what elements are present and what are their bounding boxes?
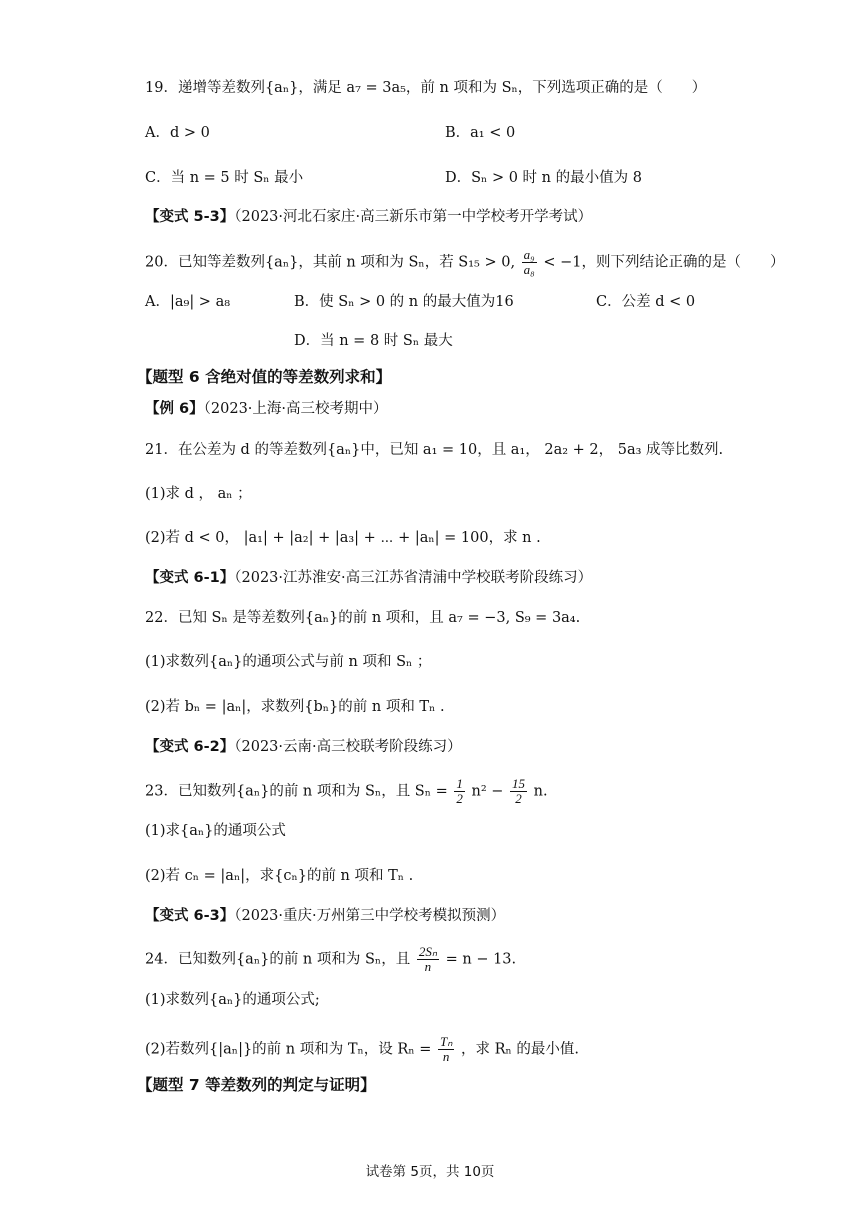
q20-stem-part-b: < −1，则下列结论正确的是（ ）: [543, 254, 785, 271]
variant-5-3-header: [145, 207, 592, 227]
page-footer: 试卷第 5页，共 10页: [365, 1164, 495, 1180]
q21-stem: 21．在公差为 d 的等差数列{aₙ}中，已知 a₁ = 10，且 a₁， 2a₂ + 2， 5a₃ 成等比数列.: [145, 442, 724, 458]
q24-part2-b: ，求 Rₙ 的最小值.: [461, 1041, 580, 1058]
q24-part2: [145, 1035, 579, 1064]
q21-part1: (1)求 d ， aₙ ；: [145, 486, 252, 502]
variant-source: （2023·重庆·万州第三中学校考模拟预测）: [234, 908, 506, 924]
q20-fraction: [522, 248, 537, 277]
q20-stem: [145, 248, 784, 277]
fraction-numerator: 1: [456, 776, 463, 791]
fraction-numerator: a₉: [523, 247, 535, 262]
q19-option-b: B．a₁ < 0: [445, 125, 516, 141]
q23-stem-part-a: 23．已知数列{aₙ}的前 n 项和为 Sₙ，且 Sₙ =: [145, 783, 448, 800]
example-tag: 【例 6】: [145, 401, 204, 417]
section-heading-type7: 【题型 7 等差数列的判定与证明】: [137, 1076, 376, 1094]
fraction-numerator: Tₙ: [439, 1034, 453, 1049]
q24-part1: (1)求数列{aₙ}的通项公式;: [145, 992, 320, 1008]
fraction-numerator: 2Sₙ: [418, 944, 437, 959]
q22-part2: (2)若 bₙ = |aₙ|，求数列{bₙ}的前 n 项和 Tₙ .: [145, 699, 445, 715]
fraction-denominator: 2: [515, 791, 522, 806]
example-6-header: [145, 399, 388, 419]
q20-stem-part-a: 20．已知等差数列{aₙ}，其前 n 项和为 Sₙ，若 S₁₅ > 0,: [145, 254, 516, 271]
q23-fraction-2: [510, 777, 527, 806]
fraction-numerator: 15: [512, 776, 526, 791]
variant-6-3-header: [145, 906, 505, 926]
variant-tag: 【变式 6-3】: [145, 908, 235, 924]
fraction-denominator: n: [424, 959, 432, 974]
q21-part2: (2)若 d < 0， |a₁| + |a₂| + |a₃| + ⋯ + |aₙ| = 100，求 n .: [145, 530, 541, 546]
fraction-denominator: 2: [456, 791, 463, 806]
q20-option-a: A．|a₉| > a₈: [145, 294, 231, 310]
q19-option-c: C．当 n = 5 时 Sₙ 最小: [145, 170, 304, 186]
variant-6-2-header: [145, 737, 462, 757]
fraction-denominator: n: [442, 1049, 450, 1064]
q23-fraction-1: [454, 777, 465, 806]
q23-stem: [145, 777, 548, 806]
q24-fraction: [417, 945, 439, 974]
q22-part1: (1)求数列{aₙ}的通项公式与前 n 项和 Sₙ ；: [145, 654, 432, 670]
q20-option-b: B．使 Sₙ > 0 的 n 的最大值为16: [294, 294, 514, 310]
variant-source: （2023·云南·高三校联考阶段练习）: [234, 739, 462, 755]
q24-stem: [145, 945, 516, 974]
q24-stem-part-b: = n − 13.: [445, 951, 517, 968]
q19-option-a: A．d > 0: [145, 125, 210, 141]
variant-source: （2023·江苏淮安·高三江苏省清浦中学校联考阶段练习）: [234, 570, 593, 586]
variant-tag: 【变式 6-2】: [145, 739, 235, 755]
q22-stem: 22．已知 Sₙ 是等差数列{aₙ}的前 n 项和，且 a₇ = −3, S₉ = 3a₄.: [145, 610, 581, 626]
variant-6-1-header: [145, 568, 592, 588]
fraction-denominator: a₈: [523, 262, 535, 277]
variant-tag: 【变式 6-1】: [145, 570, 235, 586]
section-heading-type6: 【题型 6 含绝对值的等差数列求和】: [137, 368, 392, 386]
q23-stem-middle: n² −: [471, 783, 504, 800]
q20-option-c: C．公差 d < 0: [596, 294, 696, 310]
q23-stem-part-b: n.: [533, 783, 548, 800]
variant-source: （2023·河北石家庄·高三新乐市第一中学校考开学考试）: [234, 209, 593, 225]
q24-part2-fraction: [438, 1035, 454, 1064]
q24-stem-part-a: 24．已知数列{aₙ}的前 n 项和为 Sₙ，且: [145, 951, 411, 968]
q24-part2-a: (2)若数列{|aₙ|}的前 n 项和为 Tₙ，设 Rₙ =: [145, 1041, 432, 1058]
q19-stem: 19．递增等差数列{aₙ}，满足 a₇ = 3a₅，前 n 项和为 Sₙ，下列选项正确的是（ ）: [145, 80, 707, 96]
q19-option-d: D．Sₙ > 0 时 n 的最小值为 8: [445, 170, 642, 186]
q20-option-d: D．当 n = 8 时 Sₙ 最大: [294, 333, 453, 349]
q23-part2: (2)若 cₙ = |aₙ|，求{cₙ}的前 n 项和 Tₙ .: [145, 868, 414, 884]
variant-tag: 【变式 5-3】: [145, 209, 235, 225]
example-source: （2023·上海·高三校考期中）: [203, 401, 388, 417]
q23-part1: (1)求{aₙ}的通项公式: [145, 823, 286, 839]
